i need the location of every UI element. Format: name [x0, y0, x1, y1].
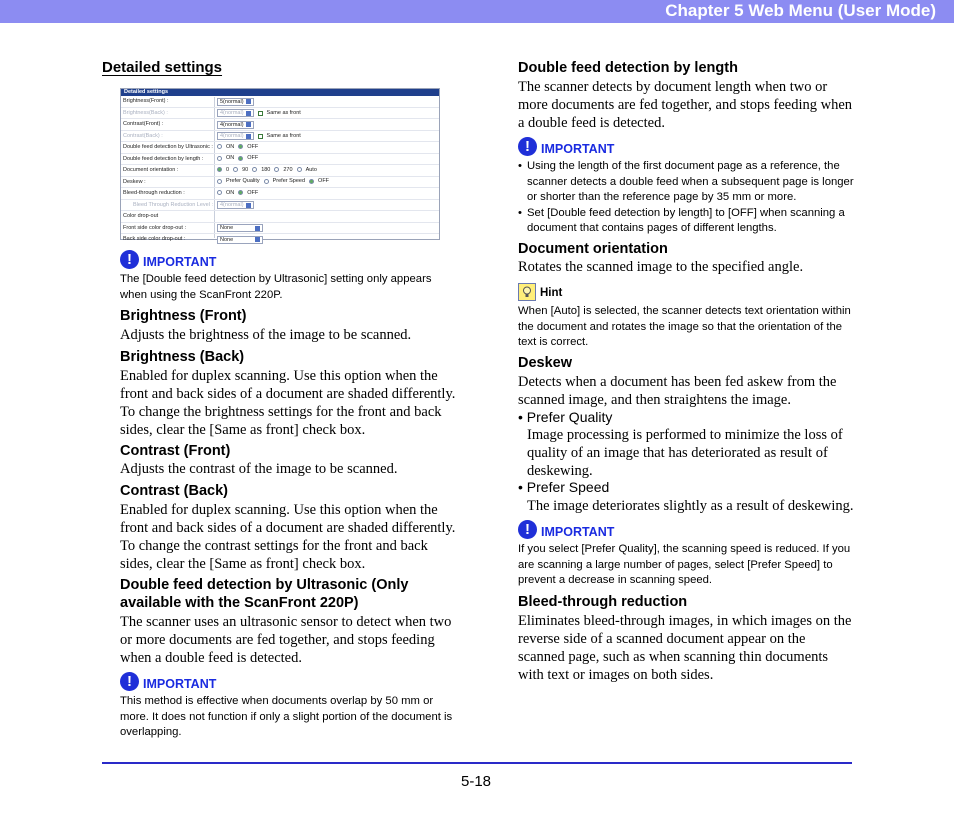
bullet-text: Using the length of the first document page as a reference, the scanner detects a double feed when a subsequent page is longer or shorter than the reference page by 35 mm or more. — [527, 160, 854, 203]
brightness-back-text: Enabled for duplex scanning. Use this option when the front and back sides of a document are shaded differently. To change the brightness settings for the front and back sides, clear the [Same as front] check box. — [120, 368, 456, 438]
page-number: 5-18 — [461, 773, 492, 790]
important-label: IMPORTANT — [541, 525, 615, 539]
length-bullet-list — [518, 159, 854, 237]
radio-on[interactable] — [217, 156, 222, 161]
important-note: This method is effective when documents overlap by 50 mm or more. It does not function if only a slight portion of the document is overlapping. — [120, 695, 453, 738]
important-callout — [120, 671, 216, 691]
footer-rule — [102, 762, 852, 764]
chevron-down-icon — [246, 111, 251, 116]
radio-label: 0 — [226, 166, 230, 173]
length-text: The scanner detects by document length when two or more documents are fed together, and stops feeding when a double feed is detected. — [518, 79, 853, 131]
brightness-front-text: Adjusts the brightness of the image to be scanned. — [120, 327, 412, 343]
screenshot-row — [121, 154, 439, 166]
detailed-settings-heading: Detailed settings — [102, 59, 223, 76]
radio-label: 180 — [261, 166, 271, 173]
prefer-speed-text: The image deteriorates slightly as a result of deskewing. — [527, 498, 854, 514]
bleed-text: Eliminates bleed-through images, in which images on the reverse side of a scanned document appear on the scanned page, such as when scanning thin documents with text or images on both sides. — [518, 613, 852, 683]
row-label: Double feed detection by Ultrasonic : — [123, 144, 213, 150]
contrast-front-heading: Contrast (Front) — [120, 443, 231, 459]
chapter-header-bar — [0, 0, 954, 23]
radio-label: OFF — [247, 189, 259, 196]
important-note: The [Double feed detection by Ultrasonic] setting only appears when using the ScanFront 220P. — [120, 273, 432, 301]
screenshot-row — [121, 119, 439, 131]
prefer-quality-item: • Prefer Quality — [518, 409, 613, 425]
list-item: • Using the length of the first document page as a reference, the scanner detects a double feed when a subsequent page is longer or shorter than the reference page by 35 mm or more. — [518, 159, 854, 206]
prefer-speed-item: • Prefer Speed — [518, 479, 610, 495]
radio-label: OFF — [247, 143, 259, 150]
select-value: 4(normal) — [220, 202, 244, 208]
chapter-title: Chapter 5 Web Menu (User Mode) — [665, 1, 936, 20]
back-dropout-select[interactable] — [217, 236, 263, 244]
radio-off[interactable] — [238, 190, 243, 195]
radio-180[interactable] — [252, 167, 257, 172]
ultrasonic-text: The scanner uses an ultrasonic sensor to detect when two or more documents are fed together, and stops feeding when a double feed is detected. — [120, 614, 452, 666]
chevron-down-icon — [246, 203, 251, 208]
row-label: Double feed detection by length : — [123, 155, 204, 162]
deskew-text: Detects when a document has been fed askew from the scanned image, and then straightens the image. — [518, 374, 837, 408]
row-label: Deskew : — [123, 178, 146, 185]
chevron-down-icon — [255, 226, 260, 231]
checkbox-label: Same as front — [266, 110, 301, 116]
row-label: Back side color drop-out : — [123, 236, 186, 242]
radio-off[interactable] — [238, 144, 243, 149]
same-as-front-checkbox[interactable] — [258, 134, 263, 139]
hint-callout — [518, 283, 562, 301]
radio-270[interactable] — [274, 167, 279, 172]
important-callout — [518, 519, 614, 539]
screenshot-row — [121, 131, 439, 143]
list-item: • Set [Double feed detection by length] to [OFF] when scanning a document that contains pages of different lengths. — [518, 206, 854, 237]
ultrasonic-heading: Double feed detection by Ultrasonic (Only available with the ScanFront 220P) — [120, 577, 409, 611]
select-value: 4(normal) — [220, 110, 244, 116]
brightness-back-heading: Brightness (Back) — [120, 349, 245, 365]
radio-off[interactable] — [309, 179, 314, 184]
radio-0[interactable] — [217, 167, 222, 172]
row-label: Contrast(Back) : — [123, 132, 163, 139]
row-label: Front side color drop-out : — [123, 224, 186, 231]
row-label: Bleed-through reduction : — [123, 190, 185, 196]
length-heading: Double feed detection by length — [518, 60, 738, 76]
same-as-front-checkbox[interactable] — [258, 111, 263, 116]
screenshot-row — [121, 96, 439, 108]
row-label: Brightness(Front) : — [123, 98, 169, 104]
screenshot-row — [121, 142, 439, 154]
screenshot-row — [121, 200, 439, 212]
deskew-heading: Deskew — [518, 355, 573, 371]
radio-on[interactable] — [217, 144, 222, 149]
radio-prefer-speed[interactable] — [264, 179, 269, 184]
radio-label: OFF — [247, 155, 259, 161]
exclamation-circle-icon: ! — [518, 137, 537, 156]
screenshot-row — [121, 223, 439, 235]
important-label: IMPORTANT — [143, 255, 217, 269]
hint-note-icon — [518, 283, 536, 301]
hint-label: Hint — [540, 287, 563, 299]
important-callout — [120, 249, 216, 269]
bullet-text: Set [Double feed detection by length] to [OFF] when scanning a document that contains pages of different lengths. — [527, 206, 845, 234]
important-label: IMPORTANT — [143, 677, 217, 691]
contrast-back-heading: Contrast (Back) — [120, 483, 228, 499]
checkbox-label: Same as front — [266, 133, 301, 139]
contrast-front-select[interactable] — [217, 121, 254, 129]
row-label: Contrast(Front) : — [123, 121, 164, 127]
select-value: 4(normal) — [220, 133, 244, 139]
screenshot-row — [121, 108, 439, 120]
radio-label: 90 — [242, 166, 249, 173]
bleed-level-select[interactable] — [217, 201, 254, 209]
contrast-back-select[interactable] — [217, 132, 254, 140]
contrast-back-text: Enabled for duplex scanning. Use this option when the front and back sides of a document are shaded differently. To change the contrast settings for the front and back sides, clear the [Same as front] check box. — [120, 502, 456, 572]
row-label: Bleed Through Reduction Level : — [133, 201, 214, 208]
select-value: None — [220, 225, 234, 231]
exclamation-circle-icon: ! — [120, 250, 139, 269]
radio-off[interactable] — [238, 156, 243, 161]
select-value: None — [220, 236, 234, 243]
radio-prefer-quality[interactable] — [217, 179, 222, 184]
orientation-heading: Document orientation — [518, 241, 668, 257]
screenshot-row — [121, 234, 439, 245]
contrast-front-text: Adjusts the contrast of the image to be scanned. — [120, 461, 398, 477]
radio-label: 270 — [283, 166, 293, 173]
important-note: If you select [Prefer Quality], the scanning speed is reduced. If you are scanning a large number of pages, select [Prefer Speed] to prevent a decrease in scanning speed. — [518, 543, 851, 586]
important-label: IMPORTANT — [541, 142, 615, 156]
row-label: Document orientation : — [123, 167, 179, 173]
bleed-heading: Bleed-through reduction — [518, 594, 688, 610]
chevron-down-icon — [246, 134, 251, 139]
hint-note: When [Auto] is selected, the scanner detects text orientation within the document and rotates the image so that the orientation of the text is correct. — [518, 305, 851, 348]
front-dropout-select[interactable] — [217, 224, 263, 232]
orientation-text: Rotates the scanned image to the specified angle. — [518, 259, 804, 275]
radio-label: ON — [226, 189, 235, 196]
select-value: 4(normal) — [220, 121, 244, 128]
row-label: Brightness(Back) : — [123, 109, 168, 116]
select-value: 5(normal) — [220, 98, 244, 105]
screenshot-row — [121, 211, 439, 223]
screenshot-row — [121, 188, 439, 200]
exclamation-circle-icon: ! — [518, 520, 537, 539]
radio-auto[interactable] — [297, 167, 302, 172]
radio-label: OFF — [318, 178, 330, 184]
radio-label: ON — [226, 143, 235, 150]
screenshot-row — [121, 177, 439, 189]
exclamation-circle-icon: ! — [120, 672, 139, 691]
prefer-quality-text: Image processing is performed to minimize the loss of quality of an image that has deteriorated as result of deskewing. — [527, 427, 843, 479]
chevron-down-icon — [246, 122, 251, 127]
chevron-down-icon — [246, 99, 251, 104]
radio-label: Auto — [305, 166, 317, 173]
radio-90[interactable] — [233, 167, 238, 172]
brightness-front-select[interactable] — [217, 98, 254, 106]
row-label: Color drop-out — [123, 213, 159, 219]
chevron-down-icon — [255, 237, 260, 242]
screenshot-row — [121, 165, 439, 177]
brightness-back-select[interactable] — [217, 109, 254, 117]
detailed-settings-screenshot — [120, 88, 440, 243]
radio-on[interactable] — [217, 190, 222, 195]
radio-label: Prefer Quality — [226, 178, 260, 184]
brightness-front-heading: Brightness (Front) — [120, 308, 247, 324]
screenshot-title: Detailed settings — [121, 89, 439, 96]
important-callout — [518, 136, 614, 156]
radio-label: ON — [226, 155, 235, 161]
radio-label: Prefer Speed — [272, 178, 306, 184]
